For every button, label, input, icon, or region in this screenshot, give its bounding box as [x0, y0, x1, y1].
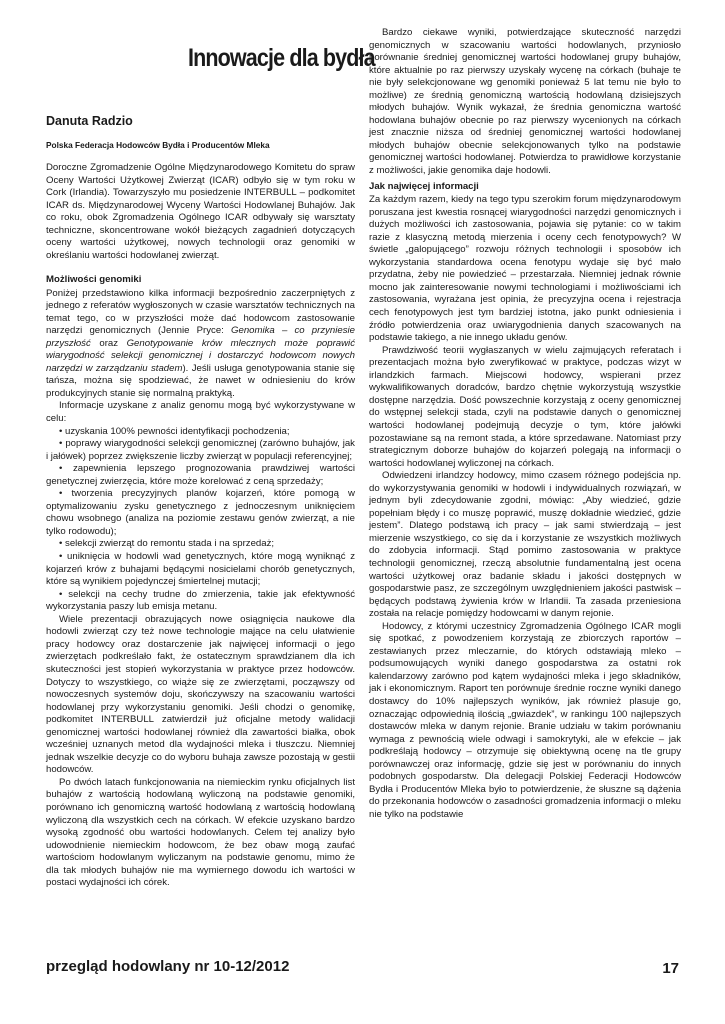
- list-item: • tworzenia precyzyjnych planów kojarzeń, które pomogą w optymalizowaniu zysku genetycznego z jednoczesnym uniknięciem chowu wsobnego (analiza na poziomie zestawu genów zwierząt, a nie tylko rodowodu);: [46, 488, 355, 538]
- paragraph: Hodowcy, z którymi uczestnicy Zgromadzenia Ogólnego ICAR mogli się spotkać, z powodzeniem korzystają ze zbiorczych raportów – zestawianych przez mleczarnie, do których odstawiają mleko – podsumowujących wyniki danego gospodarstwa za ostatni rok kalendarzowy zarówno pod kątem wydajności mleka i jego składników, jak i ekonomicznym. Raport ten porównuje średnie roczne wyniki danego dostawcy do 10% najlepszych wyników, jak również plasuje go, oznaczając odpowiednią ilością „gwiazdek”, w rankingu 100 najlepszych dostawców mleka w danym rejonie. Branie udziału w takim porównaniu wymaga z pewnością wiele odwagi i samokrytyki, ale w efekcie – jak podkreślają hodowcy – otrzymuje się obiektywną ocenę na tle grupy porównawczej oraz informację, gdzie się jest w porównaniu do innych podobnych gospodarstw. Dla delegacji Polskiej Federacji Hodowców Bydła i Producentów Mleka było to potwierdzenie, że słuszne są dążenia do przekonania hodowców o zasadności gromadzenia informacji o mleku nie tylko na podstawie: [369, 620, 681, 820]
- list-item: • selekcji zwierząt do remontu stada i na sprzedaż;: [46, 538, 355, 551]
- paragraph: Po dwóch latach funkcjonowania na niemieckim rynku oficjalnych list buhajów z wartością hodowlaną wyliczoną na podstawie genomiki, porównano ich genomiczną wartość hodowlaną z wartością hodowlaną wyliczoną dla wszystkich cech na córkach. W efekcie uzyskano bardzo wysoką zgodność obu wartości hodowlanych. Celem tej analizy było udowodnienie niemieckim hodowcom, że bez obaw mogą zaufać wartościom hodowlanym wyliczanym na podstawie genomu, mimo że dla tak młodych buhajów nie ma wymiernego dowodu ich wartości w postaci wydajności ich córek.: [46, 776, 355, 889]
- paragraph: Prawdziwość teorii wygłaszanych w wielu zajmujących referatach i prezentacjach można było zweryfikować w praktyce, podczas wizyt w irlandzkich farmach. Miejscowi hodowcy, wspierani przez wykwalifikowanych doradców, bardzo chętnie wykorzystują wszystkie dostępne narzędzia. Dość powszechnie korzystają z oceny genomicznej do wstępnej selekcji stada, czyli na podstawie danych o genomicznej wartości hodowlanej podejmują decyzje o tym, które jałówki pozostawiane są na remont stada, a które sprzedawane. Natomiast przy strategicznym doborze buhajów do kojarzeń polegają na informacji o wartości hodowlanej wyliczonej na córkach.: [369, 344, 681, 469]
- section-heading-genomics: Możliwości genomiki: [46, 274, 142, 285]
- bullet-list: [46, 426, 355, 614]
- right-column: [369, 27, 681, 821]
- paragraph: Informacje uzyskane z analiz genomu mogą być wykorzystywane w celu:: [46, 400, 355, 425]
- paragraph: Wiele prezentacji obrazujących nowe osiągnięcia naukowe dla hodowli zwierząt czy też nowe technologie mające na celu ułatwienie pracy hodowcy oraz dostarczenie jak najwięcej informacji o jego zwierzętach podkreślało fakt, że ostatecznym sprawdzianem dla ich skuteczności jest stopień wykorzystania w praktyce przez hodowców. Dotyczy to wszystkiego, co wiąże się ze zwierzętami, począwszy od nowoczesnych systemów doju, skończywszy na szacowaniu wartości hodowlanej przy wykorzystaniu genomiki. Jeśli chodzi o genomikę, podkomitet INTERBULL zatwierdził już oficjalne metody walidacji genomicznej wartości hodowlanej również dla zawartości białka, obok wcześniej uznanych metod dla wydajności mleka i tłuszczu. Niemniej jednak wszelkie decyzje co do wyboru buhaja zawsze pozostają w gestii hodowców.: [46, 613, 355, 776]
- intro-text: Doroczne Zgromadzenie Ogólne Międzynarodowego Komitetu do spraw Oceny Wartości Użytkowej Zwierząt (ICAR) odbyło się w tym roku w Cork (Irlandia). Towarzyszyło mu posiedzenie INTERBULL – podkomitet ICAR ds. Międzynarodowej Wyceny Wartości Hodowlanej Buhajów. Jak co roku, obok Zgromadzenia Ogólnego ICAR odbywały się warsztaty techniczne, skoncentrowane wokół bieżących zagadnień dotyczących oceny wartości użytkowej, nowych technologii oraz genomiki w określaniu wartości hodowlanej zwierząt.: [46, 162, 355, 261]
- italic-title: Genomika – co przyniesie przyszłość: [46, 325, 355, 349]
- list-item: • uniknięcia w hodowli wad genetycznych, które mogą wyniknąć z kojarzeń krów z buhajami będącymi nosicielami chorób genetycznych, które są wynikiem pojedynczej śmiertelnej mutacji;: [46, 551, 355, 589]
- text-run: ). Jeśli usługa genotypowania stanie się tańsza, można się spodziewać, że nawet w odniesieniu do krów produkcyjnych stanie się normalną praktyką.: [46, 362, 355, 399]
- author-affiliation: Polska Federacja Hodowców Bydła i Producentów Mleka: [46, 140, 270, 150]
- author-name: Danuta Radzio: [46, 114, 133, 128]
- text-run: oraz: [90, 337, 127, 349]
- list-item: • zapewnienia lepszego prognozowania prawdziwej wartości genetycznej zwierzęcia, które może korelować z ceną sprzedaży;: [46, 463, 355, 488]
- paragraph: Odwiedzeni irlandzcy hodowcy, mimo czasem różnego podejścia np. do wykorzystywania genomiki w hodowli i indywidualnych rozwiązań, w jednym byli zdecydowanie zgodni, mówiąc: „Aby wiedzieć, gdzie popełniam błędy i co muszę poprawić, muszę dokładnie wiedzieć, gdzie jestem”. Dlatego podstawą ich pracy – jak sami stwierdzają – jest mierzenie wszystkiego, co się da i korzystanie ze wszystkich możliwych do zdobycia informacji. Stąd pomimo zastosowania w praktyce technologii genomicznej, rzeczą absolutnie fundamentalną jest ocena wartości użytkowej oraz badanie składu i jakości dostępnych w gospodarstwie pasz, ze szczególnym uwzględnieniem jakości pastwisk – będących podstawą żywienia krów w Irlandii. Ta zasada przeniesiona została na relacje pomiędzy hodowcami w danym rejonie.: [369, 470, 681, 620]
- paragraph: [46, 288, 355, 401]
- left-column: [46, 271, 355, 890]
- paragraph: Bardzo ciekawe wyniki, potwierdzające skuteczność narzędzi genomicznych w szacowaniu wartości hodowlanych, przyniosło porównanie średniej genomicznej wartości hodowlanej grupy buhajów, które aktualnie po raz pierwszy uzyskały wycenę na córkach (buhaje te nie były selekcjonowane wg genomiki ponieważ 5 lat temu nie było to możliwe) ze średnią genomiczną wartością hodowlaną dzisiejszych młodych buhajów. Wynik wykazał, że średnia genomiczna wartość hodowlana buhajów obecnie po raz pierwszy wycenionych na córkach jest znacznie niższa od średniej genomicznej wartości hodowlanej młodych buhajów obecnie selekcjonowanych tylko na podstawie genomicznej wartości hodowlanej. Potwierdza to prawidłowe korzystanie z możliwości, jakie genomika daje hodowli.: [369, 27, 681, 177]
- page-number: 17: [662, 960, 679, 977]
- article-title: Innowacje dla bydła: [188, 44, 375, 72]
- italic-title: Genotypowanie krów mlecznych może poprawić wiarygodność selekcji genomicznej i dostarczyć hodowcom nowych narzędzi w zarządzaniu stadem: [46, 337, 355, 374]
- list-item: • selekcji na cechy trudne do zmierzenia, takie jak efektywność wykorzystania paszy lub emisja metanu.: [46, 589, 355, 614]
- intro-paragraph: [46, 162, 355, 262]
- paragraph: Za każdym razem, kiedy na tego typu szerokim forum międzynarodowym poruszana jest kwestia rosnącej wiarygodności narzędzi genomicznych i dużych możliwości ich zastosowania, pojawia się pytanie: co w takim razie z klasyczną metodą mierzenia i oceny cech fenotypowych? W świetle „galopującego” rozwoju różnych technologii i sposobów ich wykorzystania standardowa ocena fenotypu wydaje się być mało przydatna, żeby nie powiedzieć – przestarzała. Niemniej jednak równie mocno jak zainteresowanie nowymi technologiami i możliwościami ich zastosowania, wyrażana jest opinia, że precyzyjna ocena i rejestracja cech fenotypowych jest tym bardziej istotna, jako punkt odniesienia i źródło potwierdzenia oraz uwiarygodnienia danych szacowanych na podstawie takiego, a nie innego układu genów.: [369, 194, 681, 344]
- list-item: • poprawy wiarygodności selekcji genomicznej (zarówno buhajów, jak i jałówek) poprzez zwiększenie liczby zwierząt w populacji referencyjnej;: [46, 438, 355, 463]
- text-run: Poniżej przedstawiono kilka informacji bezpośrednio zaczerpniętych z jednego z referatów wygłoszonych w czasie warsztatów technicznych na temat tego, co w przyszłości może dać hodowcom zastosowanie narzędzi genomicznych (Jennie Pryce:: [46, 287, 355, 337]
- section-heading-information: Jak najwięcej informacji: [369, 180, 479, 192]
- list-item: • uzyskania 100% pewności identyfikacji pochodzenia;: [46, 426, 355, 439]
- journal-footer: przegląd hodowlany nr 10-12/2012: [46, 958, 290, 975]
